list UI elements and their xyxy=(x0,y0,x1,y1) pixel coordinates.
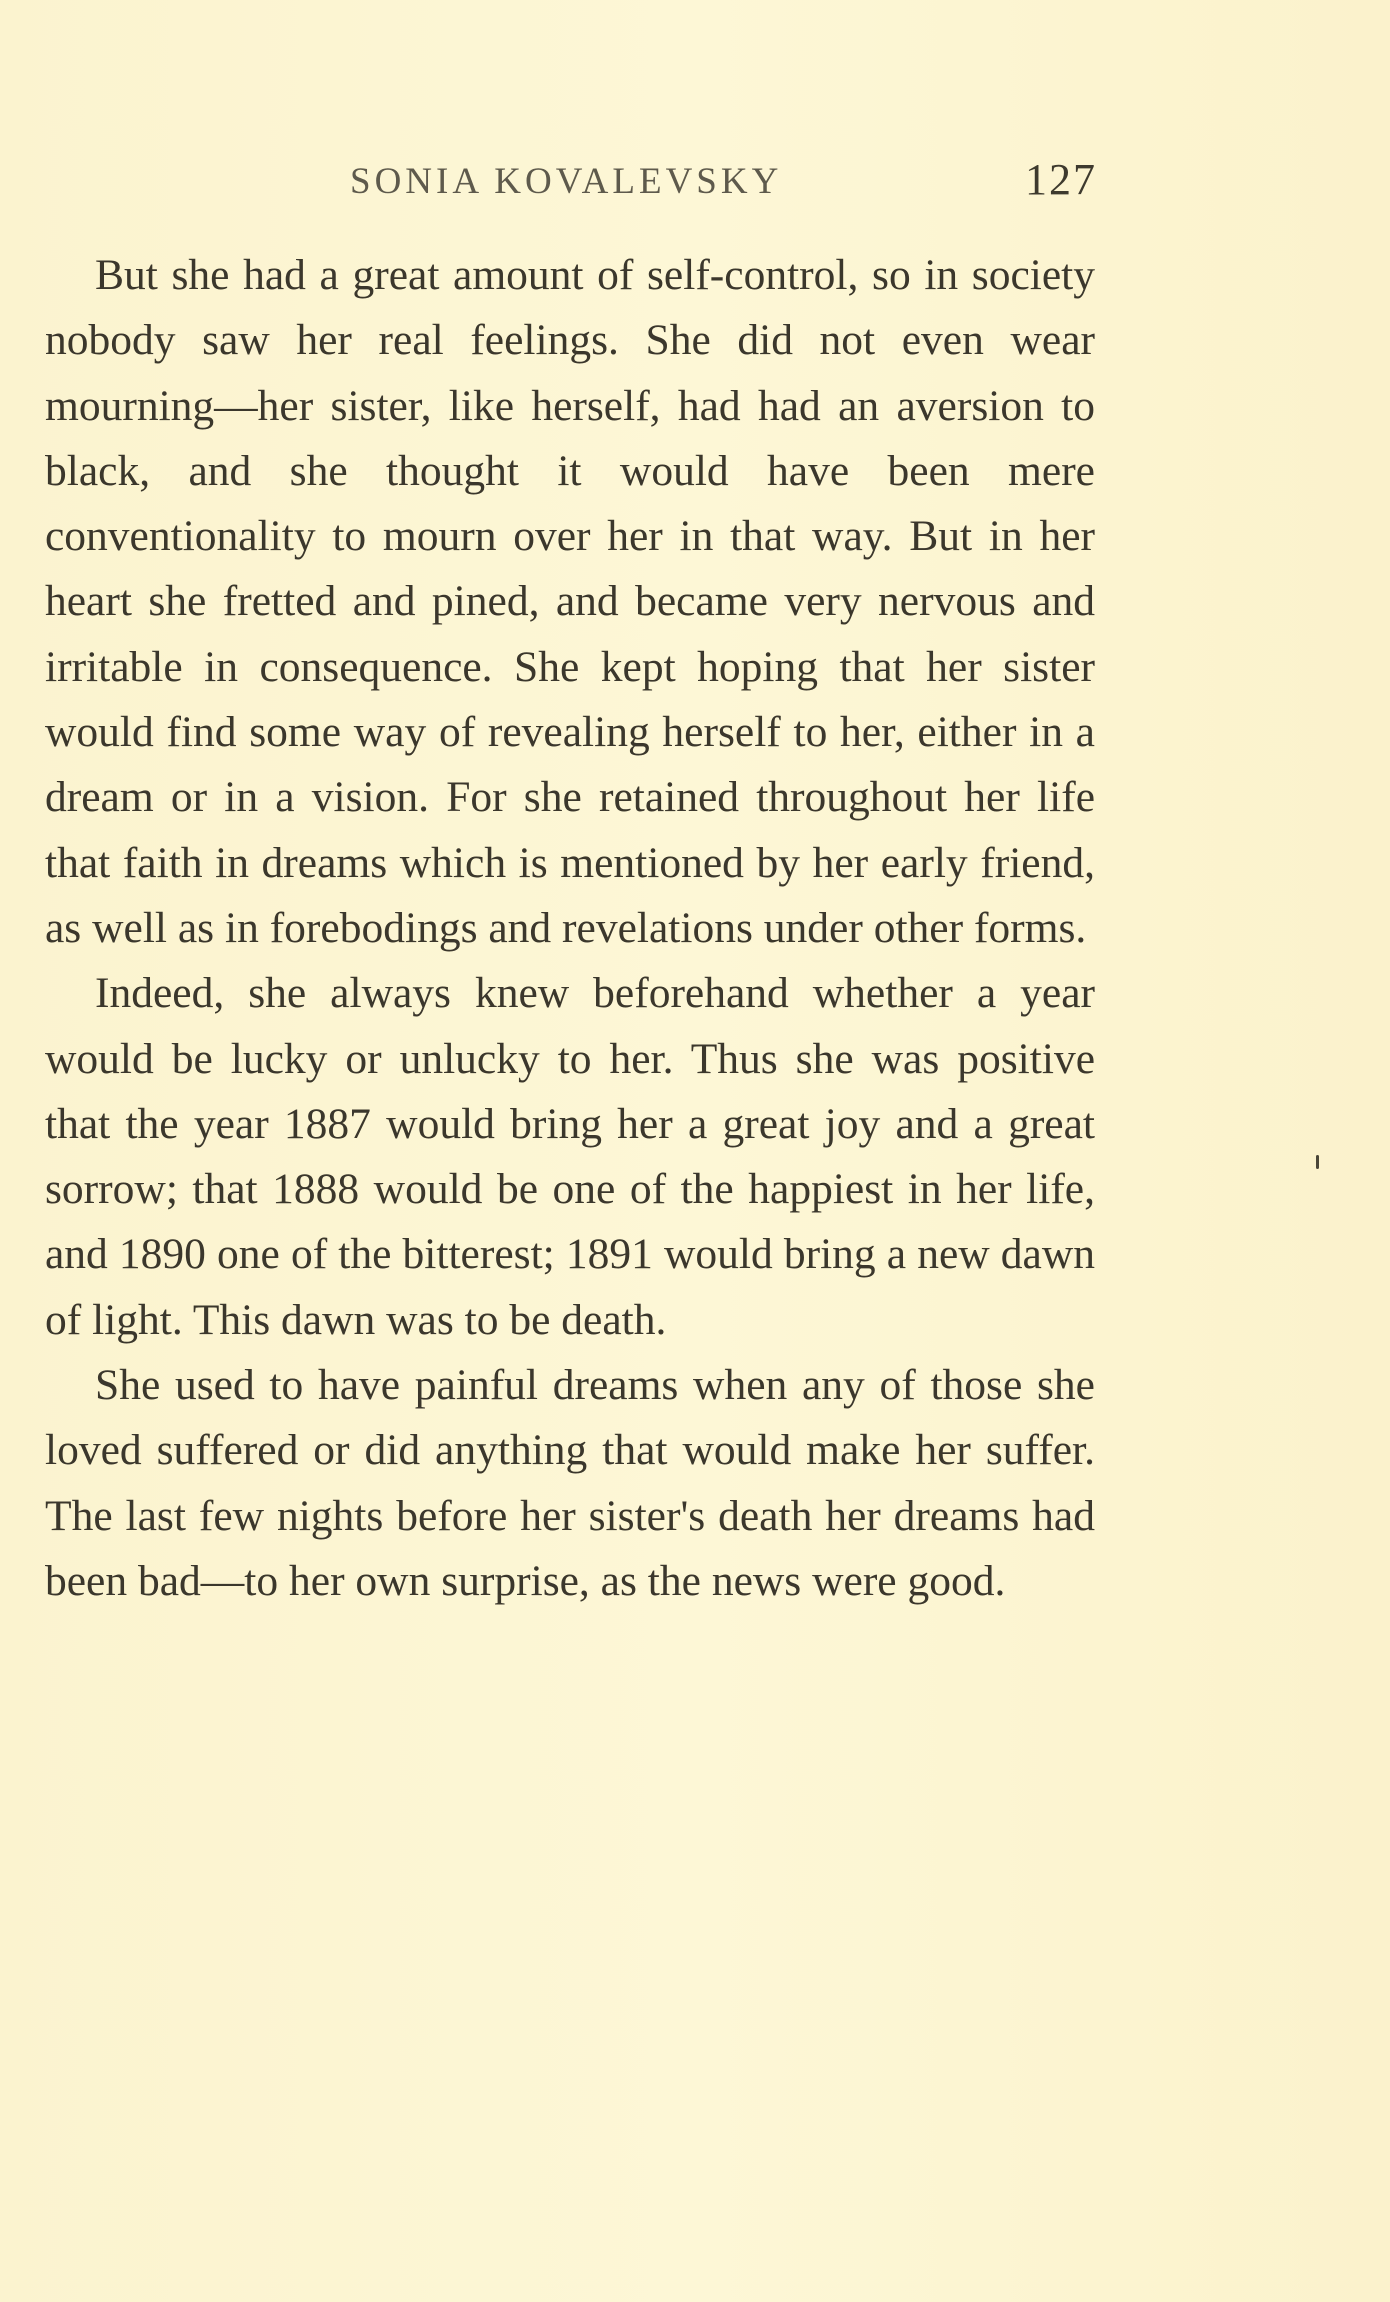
paragraph-2: Indeed, she always knew beforehand whether a year would be lucky or unlucky to her. Thus she was positive that the year 1887 would bring her a great joy and a great sorrow; that 1888 would be one of the happiest in her life, and 1890 one of the bitterest; 1891 would bring a new dawn of light. This dawn was to be death. xyxy=(45,969,1095,1344)
paper-speck xyxy=(1316,1155,1319,1169)
body-text xyxy=(45,243,1095,1614)
page-header xyxy=(0,148,1390,218)
running-title: SONIA KOVALEVSKY xyxy=(350,161,783,202)
paragraph-1: But she had a great amount of self-control, so in society nobody saw her real feelings. She did not even wear mourning—her sister, like herself, had had an aversion to black, and she thought it would have been mere conventionality to mourn over her in that way. But in her heart she fretted and pined, and became very nervous and irritable in consequence. She kept hoping that her sister would find some way of revealing herself to her, either in a dream or in a vision. For she retained throughout her life that faith in dreams which is mentioned by her early friend, as well as in forebodings and revelations under other forms. xyxy=(45,251,1095,952)
page-number: 127 xyxy=(1025,155,1097,204)
paragraph-3: She used to have painful dreams when any of those she loved suffered or did anything that would make her suffer. The last few nights before her sister's death her dreams had been bad—to her own surprise, as the news were good. xyxy=(45,1361,1095,1605)
